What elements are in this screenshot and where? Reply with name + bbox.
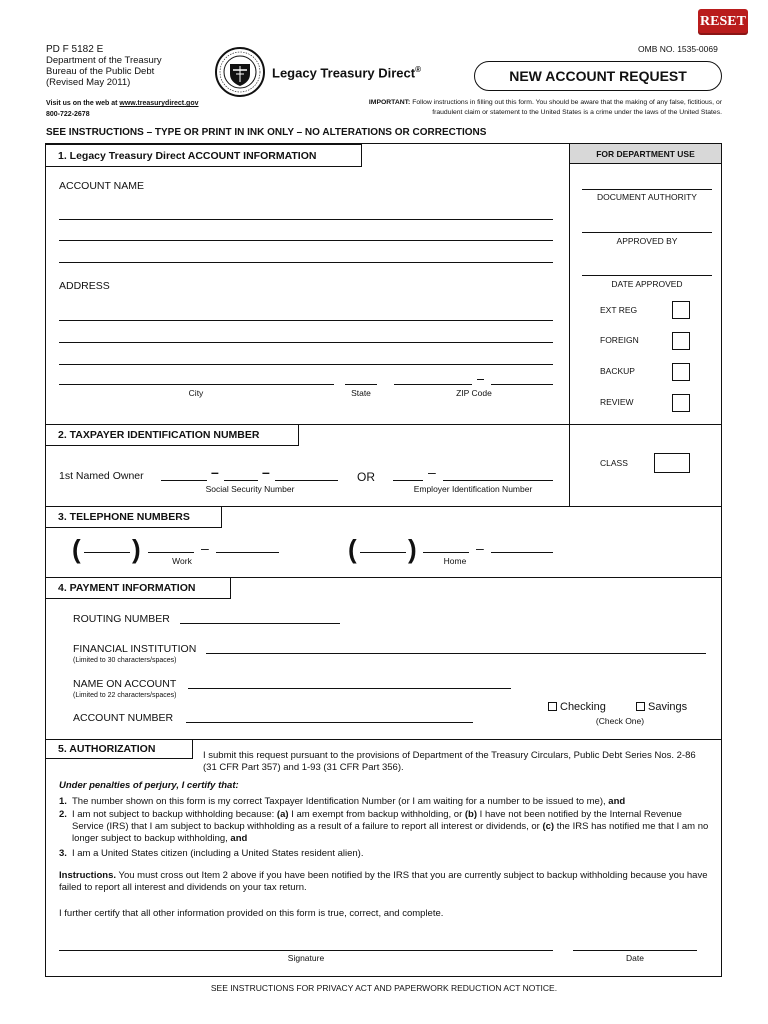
city-field[interactable] [59,384,334,385]
work-prefix-field[interactable] [148,552,194,553]
routing-number-label: ROUTING NUMBER [73,613,170,625]
footer-notice: SEE INSTRUCTIONS FOR PRIVACY ACT AND PAPERWORK REDUCTION ACT NOTICE. [210,983,558,993]
brand-name: Legacy Treasury Direct® [272,65,421,81]
ext-reg-label: EXT REG [600,305,638,315]
ssn-dash-2: – [262,464,270,480]
institution-limit-note: (Limited to 30 characters/spaces) [73,657,177,664]
certify-item-2: 2. I am not subject to backup withholding because: (a) I am exempt from backup withholding, or (b) I have not been notified by the Internal Revenue Service (IRS) that I am subject to backup withholding as a result of a failure to report all interest or dividends, or (c) the IRS has notified me that I am no longer subject to backup withholding, and [59,809,709,844]
routing-number-field[interactable] [180,623,340,624]
account-name-line-3[interactable] [59,262,553,263]
reset-button[interactable]: RESET [698,9,748,35]
document-authority-field[interactable] [582,189,712,190]
name-on-account-field[interactable] [188,688,511,689]
dept-column-divider [569,144,570,506]
form-id-block [46,44,162,88]
ein-part-1[interactable] [393,480,423,481]
ssn-part-3[interactable] [275,480,338,481]
address-label: ADDRESS [59,280,110,292]
address-line-2[interactable] [59,342,553,343]
first-owner-label: 1st Named Owner [59,470,144,482]
further-certify: I further certify that all other information provided on this form is true, correct, and complete. [59,908,444,919]
omb-number: OMB NO. 1535-0069 [638,44,718,54]
home-area-open-paren: ( [348,534,357,564]
account-name-line-1[interactable] [59,219,553,220]
certify-item-1: 1. The number shown on this form is my correct Taxpayer Identification Number (or I am waiting for a number to be issued to me), and [59,796,626,807]
form-title: NEW ACCOUNT REQUEST [474,61,722,91]
submit-statement: I submit this request pursuant to the provisions of Department of the Treasury Circulars, Public Debt Series Nos. 2-86 (31 CFR Part 357) and 1-93 (31 CFR Part 356). [203,750,696,773]
work-area-close-paren: ) [132,534,141,564]
account-name-line-2[interactable] [59,240,553,241]
ein-part-2[interactable] [443,480,553,481]
section-3-heading: 3. TELEPHONE NUMBERS [45,506,222,528]
class-box[interactable] [654,453,690,473]
bureau-name: Bureau of the Public Debt [46,66,155,77]
foreign-checkbox[interactable] [672,332,690,350]
checking-checkbox[interactable] [548,702,557,711]
or-label: OR [357,470,375,484]
home-caption: Home [443,556,467,566]
home-area-code-field[interactable] [360,552,406,553]
ein-caption: Employer Identification Number [413,484,533,494]
ssn-dash-1: – [211,464,219,480]
registered-mark: ® [415,65,421,74]
document-authority-label: DOCUMENT AUTHORITY [597,192,697,202]
zip-extension-field[interactable] [491,384,553,385]
financial-institution-label: FINANCIAL INSTITUTION [73,643,197,655]
signature-field[interactable] [59,950,553,951]
savings-checkbox[interactable] [636,702,645,711]
savings-option[interactable]: Savings [636,701,687,713]
address-line-1[interactable] [59,320,553,321]
section-5-heading: 5. AUTHORIZATION [45,739,193,759]
home-area-close-paren: ) [408,534,417,564]
city-caption: City [188,388,204,398]
financial-institution-field[interactable] [206,653,706,654]
state-caption: State [351,388,371,398]
check-one-caption: (Check One) [595,716,645,726]
ein-dash: – [428,464,436,480]
section-4-heading: 4. PAYMENT INFORMATION [45,577,231,599]
backup-checkbox[interactable] [672,363,690,381]
class-label: CLASS [600,458,628,468]
important-notice: IMPORTANT: Follow instructions in filling out this form. You should be aware that the making of any false, fictitious, or fraudulent claim or statement to the United States is a crime under the laws of the United States. [368,99,722,116]
foreign-label: FOREIGN [600,335,639,345]
signature-caption: Signature [287,953,325,963]
visit-info: Visit us on the web at www.treasurydirect.gov 800-722-2678 [46,100,199,118]
address-line-3[interactable] [59,364,553,365]
account-number-field[interactable] [186,722,473,723]
section-2-heading: 2. TAXPAYER IDENTIFICATION NUMBER [45,424,299,446]
work-area-code-field[interactable] [84,552,130,553]
backup-label: BACKUP [600,366,635,376]
section-1-heading: 1. Legacy Treasury Direct ACCOUNT INFORMATION [45,144,362,167]
phone-number: 800-722-2678 [46,111,90,118]
review-label: REVIEW [600,397,634,407]
work-area-open-paren: ( [72,534,81,564]
approved-by-field[interactable] [582,232,712,233]
form-number: PD F 5182 E [46,44,104,55]
work-dash: – [201,540,209,556]
ssn-caption: Social Security Number [205,484,295,494]
dept-use-heading: FOR DEPARTMENT USE [570,144,721,164]
zip-dash [477,379,484,380]
home-prefix-field[interactable] [423,552,469,553]
state-field[interactable] [345,384,377,385]
treasury-seal-icon [214,46,266,98]
approved-by-label: APPROVED BY [616,236,678,246]
home-line-field[interactable] [491,552,553,553]
work-caption: Work [172,556,192,566]
website-link[interactable]: www.treasurydirect.gov [119,100,199,107]
penalties-statement: Under penalties of perjury, I certify that: [59,780,239,791]
form-instructions: SEE INSTRUCTIONS – TYPE OR PRINT IN INK ONLY – NO ALTERATIONS OR CORRECTIONS [46,127,487,138]
ssn-part-1[interactable] [161,480,207,481]
department-name: Department of the Treasury [46,55,162,66]
ssn-part-2[interactable] [224,480,258,481]
zip-field[interactable] [394,384,472,385]
date-approved-field[interactable] [582,275,712,276]
date-caption: Date [626,953,644,963]
zip-caption: ZIP Code [456,388,492,398]
name-on-account-label: NAME ON ACCOUNT [73,678,177,690]
checking-option[interactable]: Checking [548,701,606,713]
date-field[interactable] [573,950,697,951]
certify-item-3: 3. I am a United States citizen (including a United States resident alien). [59,848,364,859]
work-line-field[interactable] [216,552,279,553]
account-name-label: ACCOUNT NAME [59,180,144,192]
ext-reg-checkbox[interactable] [672,301,690,319]
home-dash: – [476,540,484,556]
date-approved-label: DATE APPROVED [611,279,683,289]
review-checkbox[interactable] [672,394,690,412]
revised-date: (Revised May 2011) [46,77,131,88]
instructions-paragraph: Instructions. You must cross out Item 2 above if you have been notified by the IRS that you are currently subject to backup withholding because you have failed to report all interest and dividends on your tax return. [59,870,708,893]
account-number-label: ACCOUNT NUMBER [73,712,174,724]
name-limit-note: (Limited to 22 characters/spaces) [73,692,177,699]
